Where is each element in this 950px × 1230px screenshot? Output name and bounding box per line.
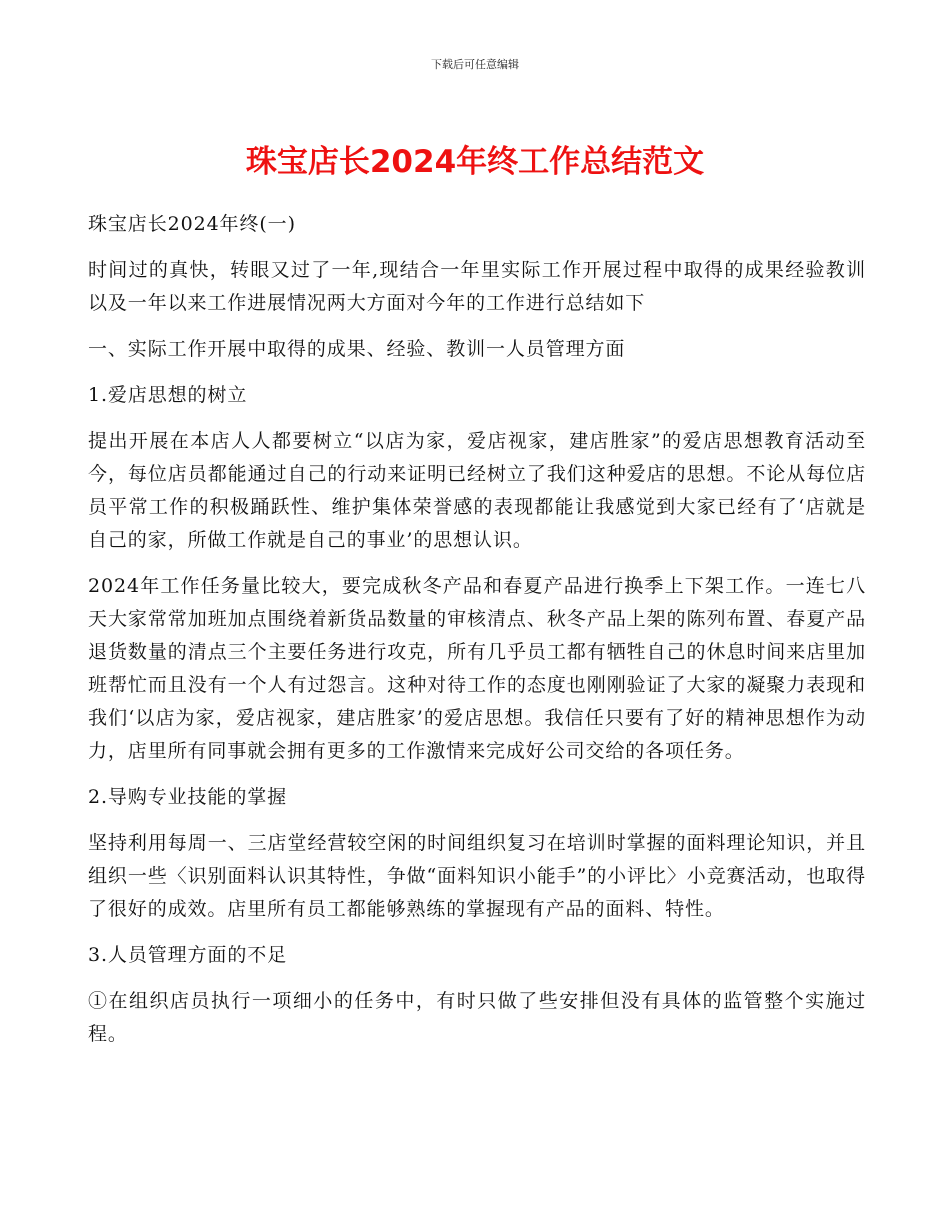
document-title: 珠宝店长2024年终工作总结范文: [245, 144, 705, 180]
paragraph-body: 坚持利用每周一、三店堂经营较空闲的时间组织复习在培训时掌握的面料理论知识，并且组织一些〈识别面料认识其特性，争做“面料知识小能手”的小评比〉小竞赛活动，也取得了很好的成效。店里所有员工都能够熟练的掌握现有产品的面料、特性。: [88, 832, 866, 920]
subheading-2: 2.导购专业技能的掌握: [88, 786, 288, 808]
paragraph-intro: 时间过的真快，转眼又过了一年,现结合一年里实际工作开展过程中取得的成果经验教训以及一年以来工作进展情况两大方面对今年的工作进行总结如下: [88, 259, 866, 314]
header-note: 下载后可任意编辑: [431, 58, 519, 71]
document-body: [88, 208, 866, 1064]
subheading-3: 3.人员管理方面的不足: [88, 944, 288, 966]
paragraph-body: 2024年工作任务量比较大，要完成秋冬产品和春夏产品进行换季上下架工作。一连七八天大家常常加班加点围绕着新货品数量的审核清点、秋冬产品上架的陈列布置、春夏产品退货数量的清点三个主要任务进行攻克，所有几乎员工都有牺牲自己的休息时间来店里加班帮忙而且没有一个人有过怨言。这种对待工作的态度也刚刚验证了大家的凝聚力表现和我们‘以店为家，爱店视家，建店胜家’的爱店思想。我信任只要有了好的精神思想作为动力，店里所有同事就会拥有更多的工作激情来完成好公司交给的各项任务。: [88, 575, 866, 762]
subheading-1: 1.爱店思想的树立: [88, 384, 248, 406]
paragraph-body: 提出开展在本店人人都要树立“以店为家，爱店视家，建店胜家”的爱店思想教育活动至今，每位店员都能通过自己的行动来证明已经树立了我们这种爱店的思想。不论从每位店员平常工作的积极踊跃性、维护集体荣誉感的表现都能让我感觉到大家已经有了‘店就是自己的家，所做工作就是自己的事业’的思想认识。: [88, 430, 866, 551]
paragraph-subtitle: 珠宝店长2024年终(一): [88, 213, 296, 235]
paragraph-body: ①在组织店员执行一项细小的任务中，有时只做了些安排但没有具体的监管整个实施过程。: [88, 990, 866, 1045]
section-heading-1: 一、实际工作开展中取得的成果、经验、教训一人员管理方面: [88, 338, 626, 360]
